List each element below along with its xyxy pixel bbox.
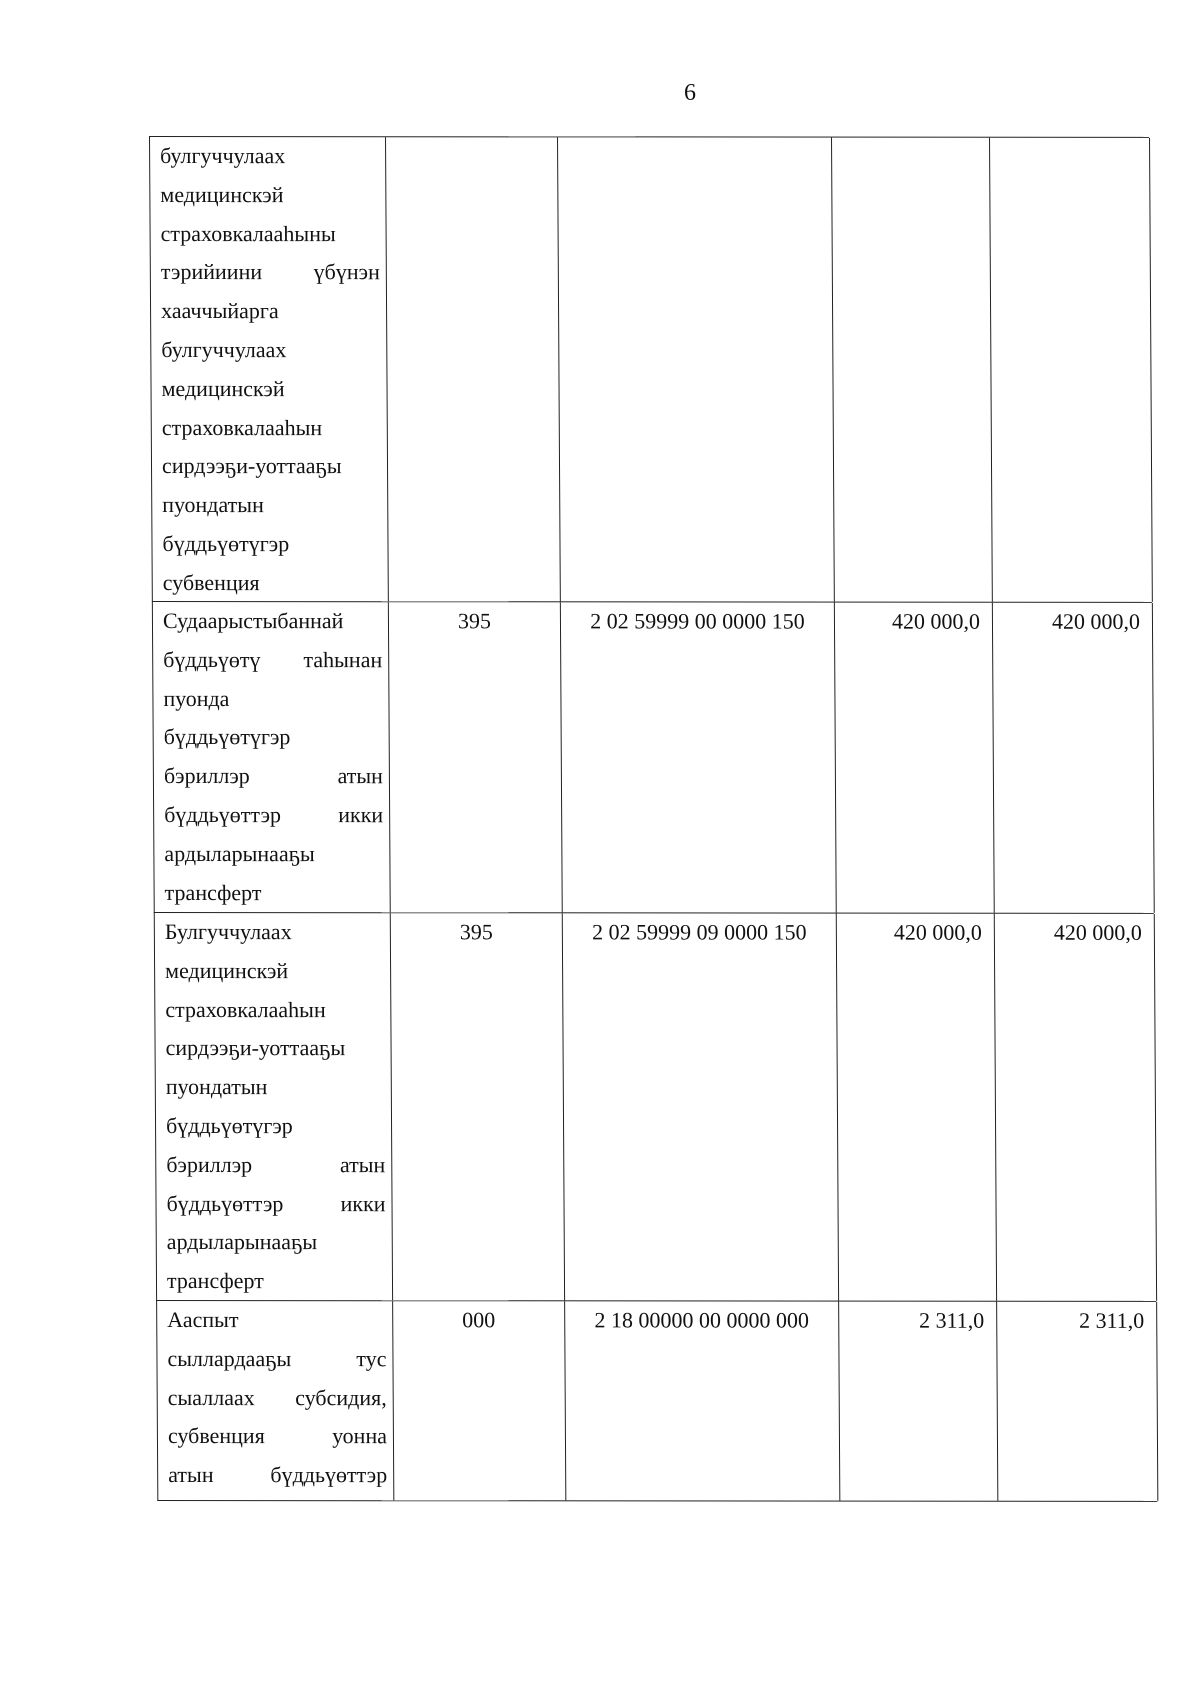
amount-cell-2 — [990, 138, 1153, 602]
description-cell — [153, 602, 391, 912]
description-line: бүддьүөттэр икки — [166, 1190, 386, 1216]
amount-cell-1: 420 000,0 — [835, 603, 995, 913]
description-line: булгуччулаах — [161, 336, 287, 363]
description-line: пуондатын — [162, 492, 264, 518]
amount-cell-1: 420 000,0 — [837, 914, 997, 1301]
admin-code-cell — [386, 137, 561, 601]
description-line: бүддьүөттэр икки — [164, 801, 384, 828]
description-line: бэриллэр атын — [163, 763, 383, 789]
description-line: страховкалааhын — [161, 414, 323, 440]
description-line: Булгуччулаах — [164, 919, 292, 945]
description-line: ардыларынааҕы — [166, 1229, 318, 1255]
description-line: булгуччулаах — [160, 143, 286, 169]
amount-cell-2: 2 311,0 — [997, 1302, 1158, 1501]
description-line: пуонда — [163, 685, 230, 711]
amount-cell-1: 2 311,0 — [839, 1302, 998, 1501]
description-line: субвенция — [162, 569, 260, 595]
description-line: сыаллаах субсидия, — [167, 1384, 387, 1410]
admin-code-cell: 395 — [389, 602, 563, 912]
admin-code-cell: 395 — [391, 913, 565, 1300]
table-row — [154, 913, 1156, 1302]
classification-code-cell: 2 02 59999 09 0000 150 — [563, 913, 839, 1300]
description-line: медицинскэй — [161, 375, 285, 401]
description-line: бэриллэр атын — [166, 1151, 386, 1177]
budget-table — [149, 136, 1157, 1502]
description-line: бүддьүөтүгэр — [163, 724, 291, 750]
description-line: тэрийиини үбүнэн — [160, 259, 380, 285]
description-line: сирдээҕи-уоттааҕы — [165, 1035, 346, 1061]
description-line: бүддьүөтү таhынан — [163, 646, 383, 672]
description-line: бүддьүөтүгэр — [162, 530, 290, 557]
description-line: трансферт — [166, 1268, 264, 1294]
description-line: пуондатын — [165, 1074, 268, 1100]
description-line: сыллардааҕы тус — [167, 1345, 387, 1371]
table-row — [149, 136, 1152, 603]
description-line: хааччыйарга — [160, 298, 279, 324]
table-row — [156, 1301, 1157, 1502]
admin-code-cell: 000 — [393, 1301, 566, 1500]
description-line: Ааспыт — [167, 1307, 239, 1333]
description-line: сирдээҕи-уоттааҕы — [161, 453, 342, 479]
description-line: бүддьүөтүгэр — [165, 1112, 293, 1139]
description-cell — [155, 913, 393, 1300]
description-line: субвенция уонна — [167, 1423, 388, 1449]
description-line: страховкалааhын — [165, 996, 326, 1022]
amount-cell-1 — [832, 138, 993, 602]
description-line: страховкалааhыны — [160, 220, 336, 246]
description-line: медицинскэй — [165, 957, 289, 983]
description-line: атын бүддьүөттэр — [168, 1462, 388, 1488]
table-row — [152, 602, 1154, 914]
description-line: трансферт — [164, 879, 262, 905]
classification-code-cell — [558, 137, 835, 601]
description-cell — [157, 1301, 394, 1500]
amount-cell-2: 420 000,0 — [993, 603, 1155, 913]
amount-cell-2: 420 000,0 — [995, 914, 1157, 1301]
description-line: Судаарыстыбаннай — [162, 608, 344, 634]
description-cell — [150, 137, 389, 601]
classification-code-cell: 2 02 59999 00 0000 150 — [561, 602, 837, 912]
classification-code-cell: 2 18 00000 00 0000 000 — [565, 1301, 840, 1500]
description-line: ардыларынааҕы — [164, 840, 315, 866]
description-line: медицинскэй — [160, 181, 284, 207]
page-number: 6 — [684, 80, 696, 106]
